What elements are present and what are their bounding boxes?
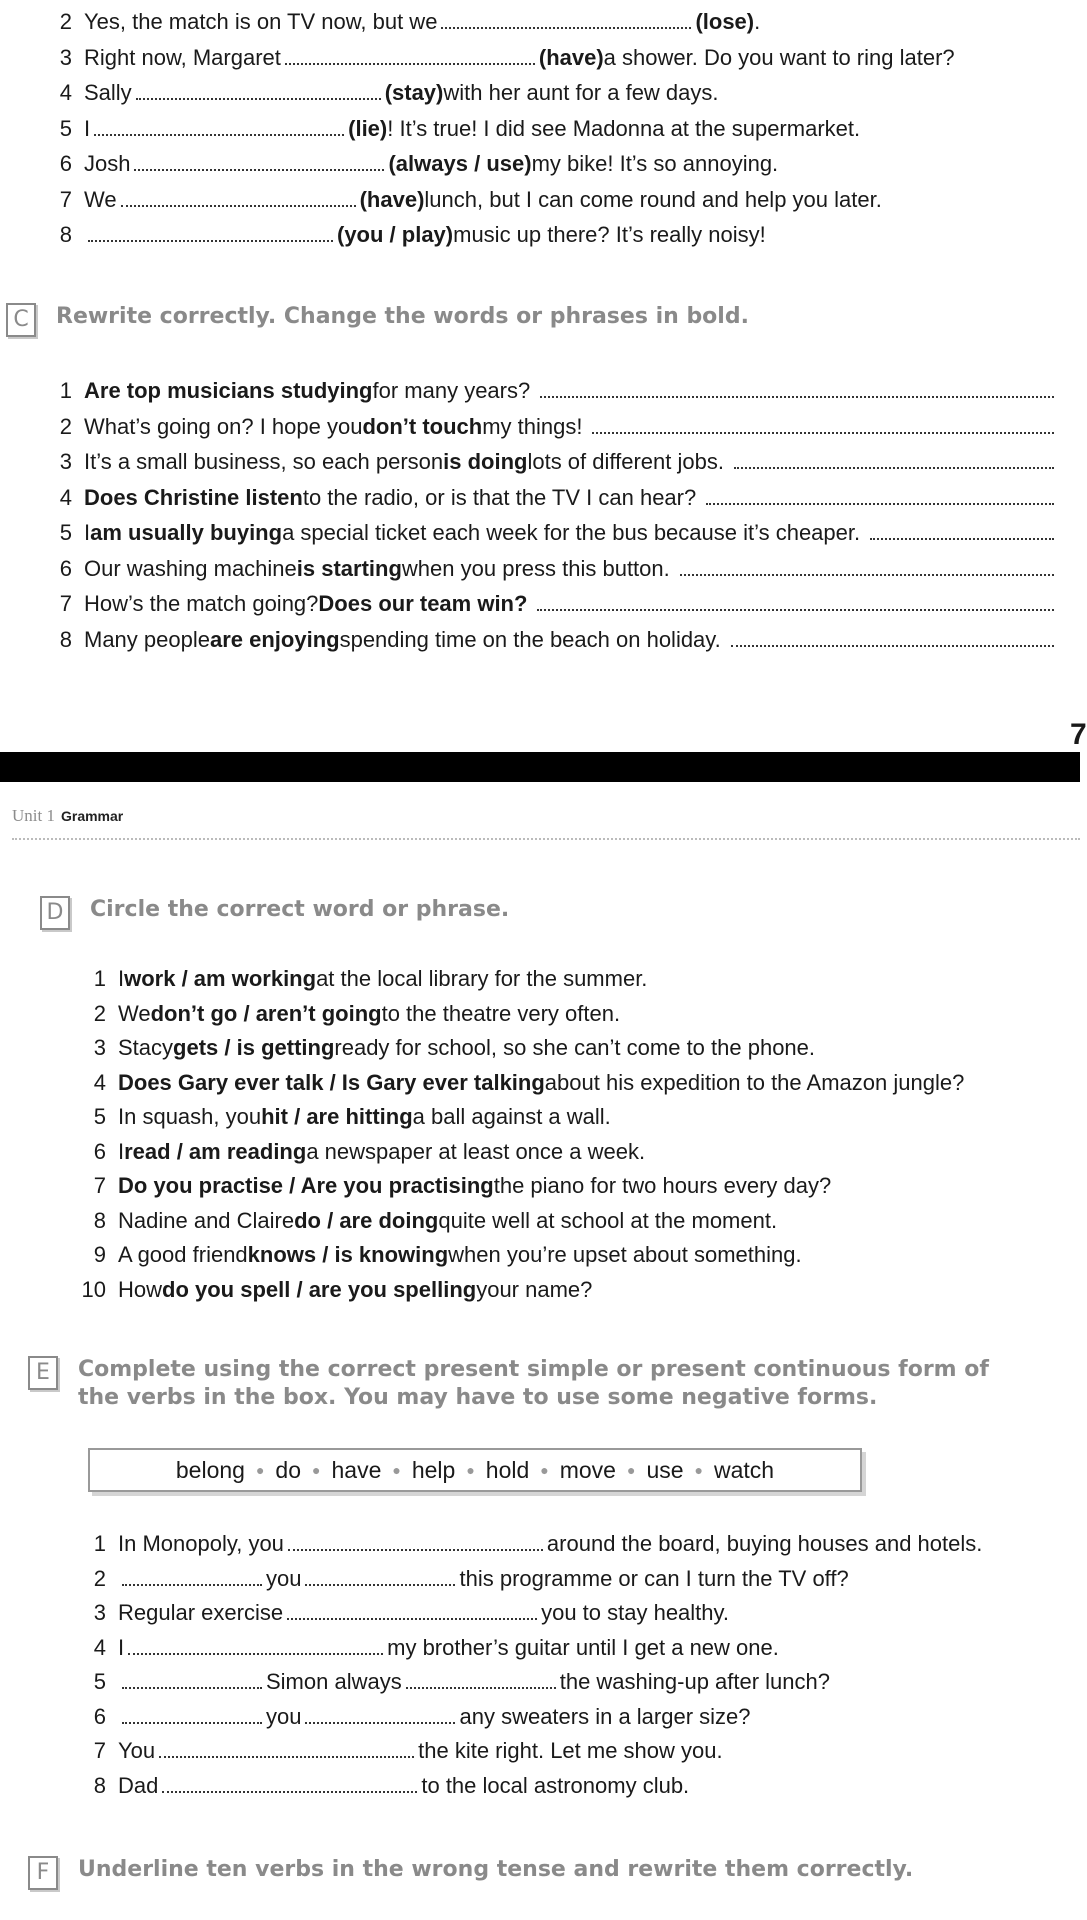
exercise-item: [50, 115, 860, 143]
item-number: 7: [59, 186, 72, 212]
exercise-d-header: [40, 896, 509, 930]
answer-blank[interactable]: [122, 1704, 262, 1724]
item-text: Nadine and Claire: [118, 1207, 295, 1233]
separator-dot: ●: [540, 1462, 549, 1478]
exercise-f-header: [28, 1856, 913, 1890]
top-page: [0, 0, 1087, 752]
item-text: How: [118, 1276, 163, 1302]
item-text: ! It’s true! I did see Madonna at the supermarket.: [387, 115, 861, 141]
item-text: any sweaters in a larger size?: [459, 1703, 751, 1729]
answer-blank[interactable]: [88, 222, 333, 242]
item-text: at the local library for the summer.: [316, 966, 648, 991]
item-text: Dad: [118, 1772, 159, 1798]
item-number: 8: [59, 626, 72, 652]
exercise-item: [50, 484, 1058, 512]
item-number: 6: [93, 1703, 106, 1729]
item-text: the piano for two hours every day?: [493, 1173, 832, 1198]
item-text: you: [266, 1565, 302, 1591]
item-text: the kite right. Let me show you.: [418, 1738, 723, 1763]
exercise-item: [50, 79, 719, 107]
task-letter-d: D: [40, 896, 70, 930]
bold-phrase: gets / is getting: [173, 1035, 335, 1060]
answer-blank[interactable]: [94, 116, 344, 136]
box-word: help: [411, 1456, 456, 1483]
bold-phrase: is starting: [296, 555, 402, 581]
item-number: 2: [93, 1565, 106, 1591]
item-text: when you’re upset about something.: [448, 1242, 802, 1267]
item-text: We: [118, 1000, 151, 1026]
bold-phrase: read / am reading: [124, 1138, 307, 1164]
exercise-item: [50, 448, 1058, 476]
verb-prompt: (have): [359, 186, 425, 212]
item-number: 3: [59, 44, 72, 70]
unit-header-rule: [12, 838, 1080, 840]
exercise-item: [72, 1207, 777, 1235]
unit-header: [12, 806, 123, 826]
exercise-item: [50, 221, 766, 249]
answer-blank[interactable]: [706, 485, 1054, 505]
box-word: belong: [175, 1456, 245, 1483]
exercise-item: [50, 44, 955, 72]
unit-topic: Grammar: [60, 808, 124, 824]
bold-phrase: Are top musicians studying: [84, 378, 373, 403]
bold-phrase: do you spell / are you spelling: [162, 1276, 477, 1302]
verb-prompt: (lie): [348, 115, 388, 141]
item-number: 4: [59, 80, 72, 105]
item-text: Our washing machine: [84, 555, 297, 581]
exercise-c-header: [6, 303, 749, 337]
item-number: 4: [93, 1634, 106, 1660]
exercise-item: [50, 377, 1058, 405]
exercise-item: [50, 590, 1058, 618]
separator-dot: ●: [312, 1462, 321, 1478]
bold-phrase: Does Gary ever talk / Is Gary ever talking: [118, 1069, 545, 1095]
item-number: 6: [59, 151, 72, 176]
item-number: 5: [59, 115, 72, 141]
exercise-item: [72, 1599, 729, 1627]
answer-blank[interactable]: [128, 1635, 383, 1655]
item-number: 5: [59, 520, 72, 545]
item-text: Right now, Margaret: [84, 44, 281, 70]
answer-blank[interactable]: [159, 1738, 414, 1758]
separator-dot: ●: [255, 1462, 265, 1478]
item-text: Josh: [84, 151, 131, 176]
item-text: I: [84, 520, 91, 545]
exercise-item: [72, 1241, 802, 1269]
bold-phrase: hit / are hitting: [261, 1104, 413, 1129]
unit-label: Unit 1: [12, 806, 55, 825]
task-letter-c: C: [6, 303, 36, 337]
item-number: 4: [93, 1069, 106, 1095]
verb-prompt: (lose): [695, 9, 755, 34]
bold-phrase: don’t touch: [362, 413, 483, 439]
item-text: a special ticket each week for the bus because it’s cheaper.: [282, 520, 861, 545]
task-letter-e: E: [28, 1356, 58, 1390]
answer-blank[interactable]: [288, 1531, 543, 1551]
item-text: A good friend: [118, 1242, 248, 1267]
item-number: 5: [93, 1104, 106, 1129]
item-text: I: [118, 1138, 125, 1164]
verb-prompt: (stay): [384, 80, 444, 105]
item-text: .: [754, 9, 761, 34]
exercise-item: [72, 1138, 645, 1166]
item-text: to the local astronomy club.: [421, 1772, 690, 1798]
item-text: for many years?: [372, 378, 531, 403]
item-text: I: [84, 115, 91, 141]
item-text: quite well at school at the moment.: [438, 1207, 778, 1233]
item-number: 2: [59, 9, 72, 34]
item-number: 4: [59, 484, 72, 510]
item-text: Regular exercise: [118, 1600, 284, 1625]
item-text: I: [118, 966, 125, 991]
item-number: 1: [93, 1531, 106, 1556]
item-number: 3: [93, 1600, 106, 1625]
exercise-item: [72, 1034, 815, 1062]
exercise-item: [72, 1565, 849, 1593]
answer-blank[interactable]: [870, 520, 1054, 540]
answer-blank[interactable]: [122, 1566, 262, 1586]
separator-dot: ●: [626, 1462, 636, 1478]
exercise-item: [72, 1530, 982, 1558]
item-number: 8: [93, 1772, 106, 1798]
answer-blank[interactable]: [537, 591, 1054, 611]
item-text: Yes, the match is on TV now, but we: [84, 9, 438, 34]
verb-word-box: [88, 1448, 862, 1492]
item-text: I: [118, 1634, 125, 1660]
answer-blank[interactable]: [136, 80, 381, 100]
exercise-item: [72, 1103, 611, 1131]
item-text: You: [118, 1738, 156, 1763]
item-number: 8: [59, 222, 72, 247]
box-word: move: [559, 1456, 616, 1483]
answer-blank[interactable]: [121, 187, 356, 207]
item-text: the washing-up after lunch?: [559, 1669, 831, 1694]
exercise-item: [72, 1737, 723, 1765]
verb-prompt: (have): [538, 44, 604, 70]
exercise-item: [72, 965, 647, 993]
item-text: Many people: [84, 626, 210, 652]
exercise-item: [72, 1772, 689, 1800]
exercise-item: [50, 8, 760, 36]
page-number-fragment: 7: [1070, 718, 1087, 751]
answer-blank[interactable]: [592, 414, 1054, 434]
exercise-item: [72, 1668, 830, 1696]
item-text: Stacy: [118, 1035, 174, 1060]
box-word: do: [275, 1456, 302, 1483]
item-text: your name?: [476, 1276, 593, 1302]
exercise-item: [50, 519, 1058, 547]
item-text: around the board, buying houses and hotels.: [546, 1531, 983, 1556]
exercise-item: [72, 1703, 751, 1731]
answer-blank[interactable]: [680, 556, 1054, 576]
answer-blank[interactable]: [162, 1773, 417, 1793]
answer-blank[interactable]: [305, 1566, 455, 1586]
box-word: watch: [714, 1456, 775, 1483]
item-text: What’s going on? I hope you: [84, 413, 363, 439]
item-number: 1: [93, 966, 106, 991]
item-number: 7: [93, 1738, 106, 1763]
item-text: How’s the match going?: [84, 591, 319, 616]
exercise-item: [50, 150, 778, 178]
bold-phrase: are enjoying: [209, 626, 340, 652]
item-text: you: [266, 1703, 302, 1729]
item-text: music up there? It’s really noisy!: [453, 222, 766, 247]
item-text: lots of different jobs.: [527, 449, 724, 474]
item-number: 6: [93, 1138, 106, 1164]
bold-phrase: is doing: [443, 449, 528, 474]
item-text: a ball against a wall.: [412, 1104, 611, 1129]
separator-dot: ●: [466, 1462, 475, 1478]
item-text: We: [84, 186, 117, 212]
item-number: 7: [93, 1173, 106, 1198]
answer-blank[interactable]: [731, 627, 1054, 647]
exercise-item: [72, 1172, 831, 1200]
item-text: my brother’s guitar until I get a new one.: [387, 1634, 779, 1660]
answer-blank[interactable]: [122, 1669, 262, 1689]
exercise-c-instruction: Rewrite correctly. Change the words or phrases in bold.: [56, 304, 749, 329]
exercise-item: [72, 1634, 779, 1662]
exercise-item: [72, 1069, 964, 1097]
exercise-e-header: [28, 1356, 1038, 1412]
answer-blank[interactable]: [441, 9, 691, 29]
bold-phrase: Does Christine listen: [84, 484, 303, 510]
item-text: this programme or can I turn the TV off?: [459, 1565, 849, 1591]
item-text: lunch, but I can come round and help you later.: [424, 186, 882, 212]
item-text: Simon always: [266, 1669, 402, 1694]
item-number: 5: [93, 1669, 106, 1694]
item-number: 10: [81, 1276, 106, 1302]
answer-blank[interactable]: [285, 45, 535, 65]
item-text: ready for school, so she can’t come to the phone.: [334, 1035, 816, 1060]
box-word: hold: [485, 1456, 530, 1483]
task-letter-f: F: [28, 1856, 58, 1890]
answer-blank[interactable]: [406, 1669, 556, 1689]
exercise-item: [50, 626, 1058, 654]
verb-prompt: (always / use): [388, 151, 532, 176]
box-word: use: [646, 1456, 684, 1483]
bold-phrase: do / are doing: [294, 1207, 439, 1233]
bold-phrase: don’t go / aren’t going: [150, 1000, 382, 1026]
item-text: you to stay healthy.: [541, 1600, 730, 1625]
exercise-item: [72, 1276, 592, 1304]
bold-phrase: knows / is knowing: [247, 1242, 449, 1267]
bold-phrase: Do you practise / Are you practising: [118, 1173, 494, 1198]
bold-phrase: work / am working: [124, 966, 317, 991]
page-divider-bar: [0, 752, 1080, 782]
exercise-f-instruction: Underline ten verbs in the wrong tense and rewrite them correctly.: [78, 1857, 914, 1882]
item-text: my bike! It’s so annoying.: [531, 151, 779, 176]
item-number: 3: [59, 449, 72, 474]
item-text: when you press this button.: [401, 555, 670, 581]
item-number: 6: [59, 555, 72, 581]
item-number: 7: [59, 591, 72, 616]
exercise-item: [72, 1000, 620, 1028]
item-text: a newspaper at least once a week.: [306, 1138, 646, 1164]
item-number: 2: [93, 1000, 106, 1026]
item-text: spending time on the beach on holiday.: [339, 626, 721, 652]
box-word: have: [331, 1456, 382, 1483]
answer-blank[interactable]: [305, 1704, 455, 1724]
exercise-item: [50, 413, 1058, 441]
item-number: 8: [93, 1207, 106, 1233]
item-text: to the theatre very often.: [381, 1000, 621, 1026]
item-text: a shower. Do you want to ring later?: [603, 44, 955, 70]
verb-prompt: (you / play): [337, 222, 454, 247]
answer-blank[interactable]: [734, 449, 1054, 469]
item-text: In Monopoly, you: [118, 1531, 284, 1556]
item-number: 1: [59, 378, 72, 403]
exercise-d-instruction: Circle the correct word or phrase.: [90, 897, 510, 922]
item-text: with her aunt for a few days.: [443, 80, 719, 105]
item-number: 2: [59, 413, 72, 439]
item-text: about his expedition to the Amazon jungle?: [544, 1069, 965, 1095]
item-number: 9: [93, 1242, 106, 1267]
item-text: to the radio, or is that the TV I can hear?: [302, 484, 697, 510]
answer-blank[interactable]: [540, 378, 1054, 398]
item-number: 3: [93, 1035, 106, 1060]
exercise-item: [50, 555, 1058, 583]
bold-phrase: Does our team win?: [318, 591, 528, 616]
item-text: It’s a small business, so each person: [84, 449, 444, 474]
separator-dot: ●: [694, 1462, 704, 1478]
item-text: my things!: [482, 413, 583, 439]
item-text: Sally: [84, 80, 132, 105]
exercise-e-instruction: Complete using the correct present simple or present continuous form of the verbs in the box. You may have to use some negative forms.: [78, 1357, 989, 1410]
answer-blank[interactable]: [287, 1600, 537, 1620]
bold-phrase: am usually buying: [90, 520, 283, 545]
exercise-item: [50, 186, 882, 214]
separator-dot: ●: [392, 1462, 401, 1478]
answer-blank[interactable]: [134, 151, 384, 171]
item-text: In squash, you: [118, 1104, 262, 1129]
